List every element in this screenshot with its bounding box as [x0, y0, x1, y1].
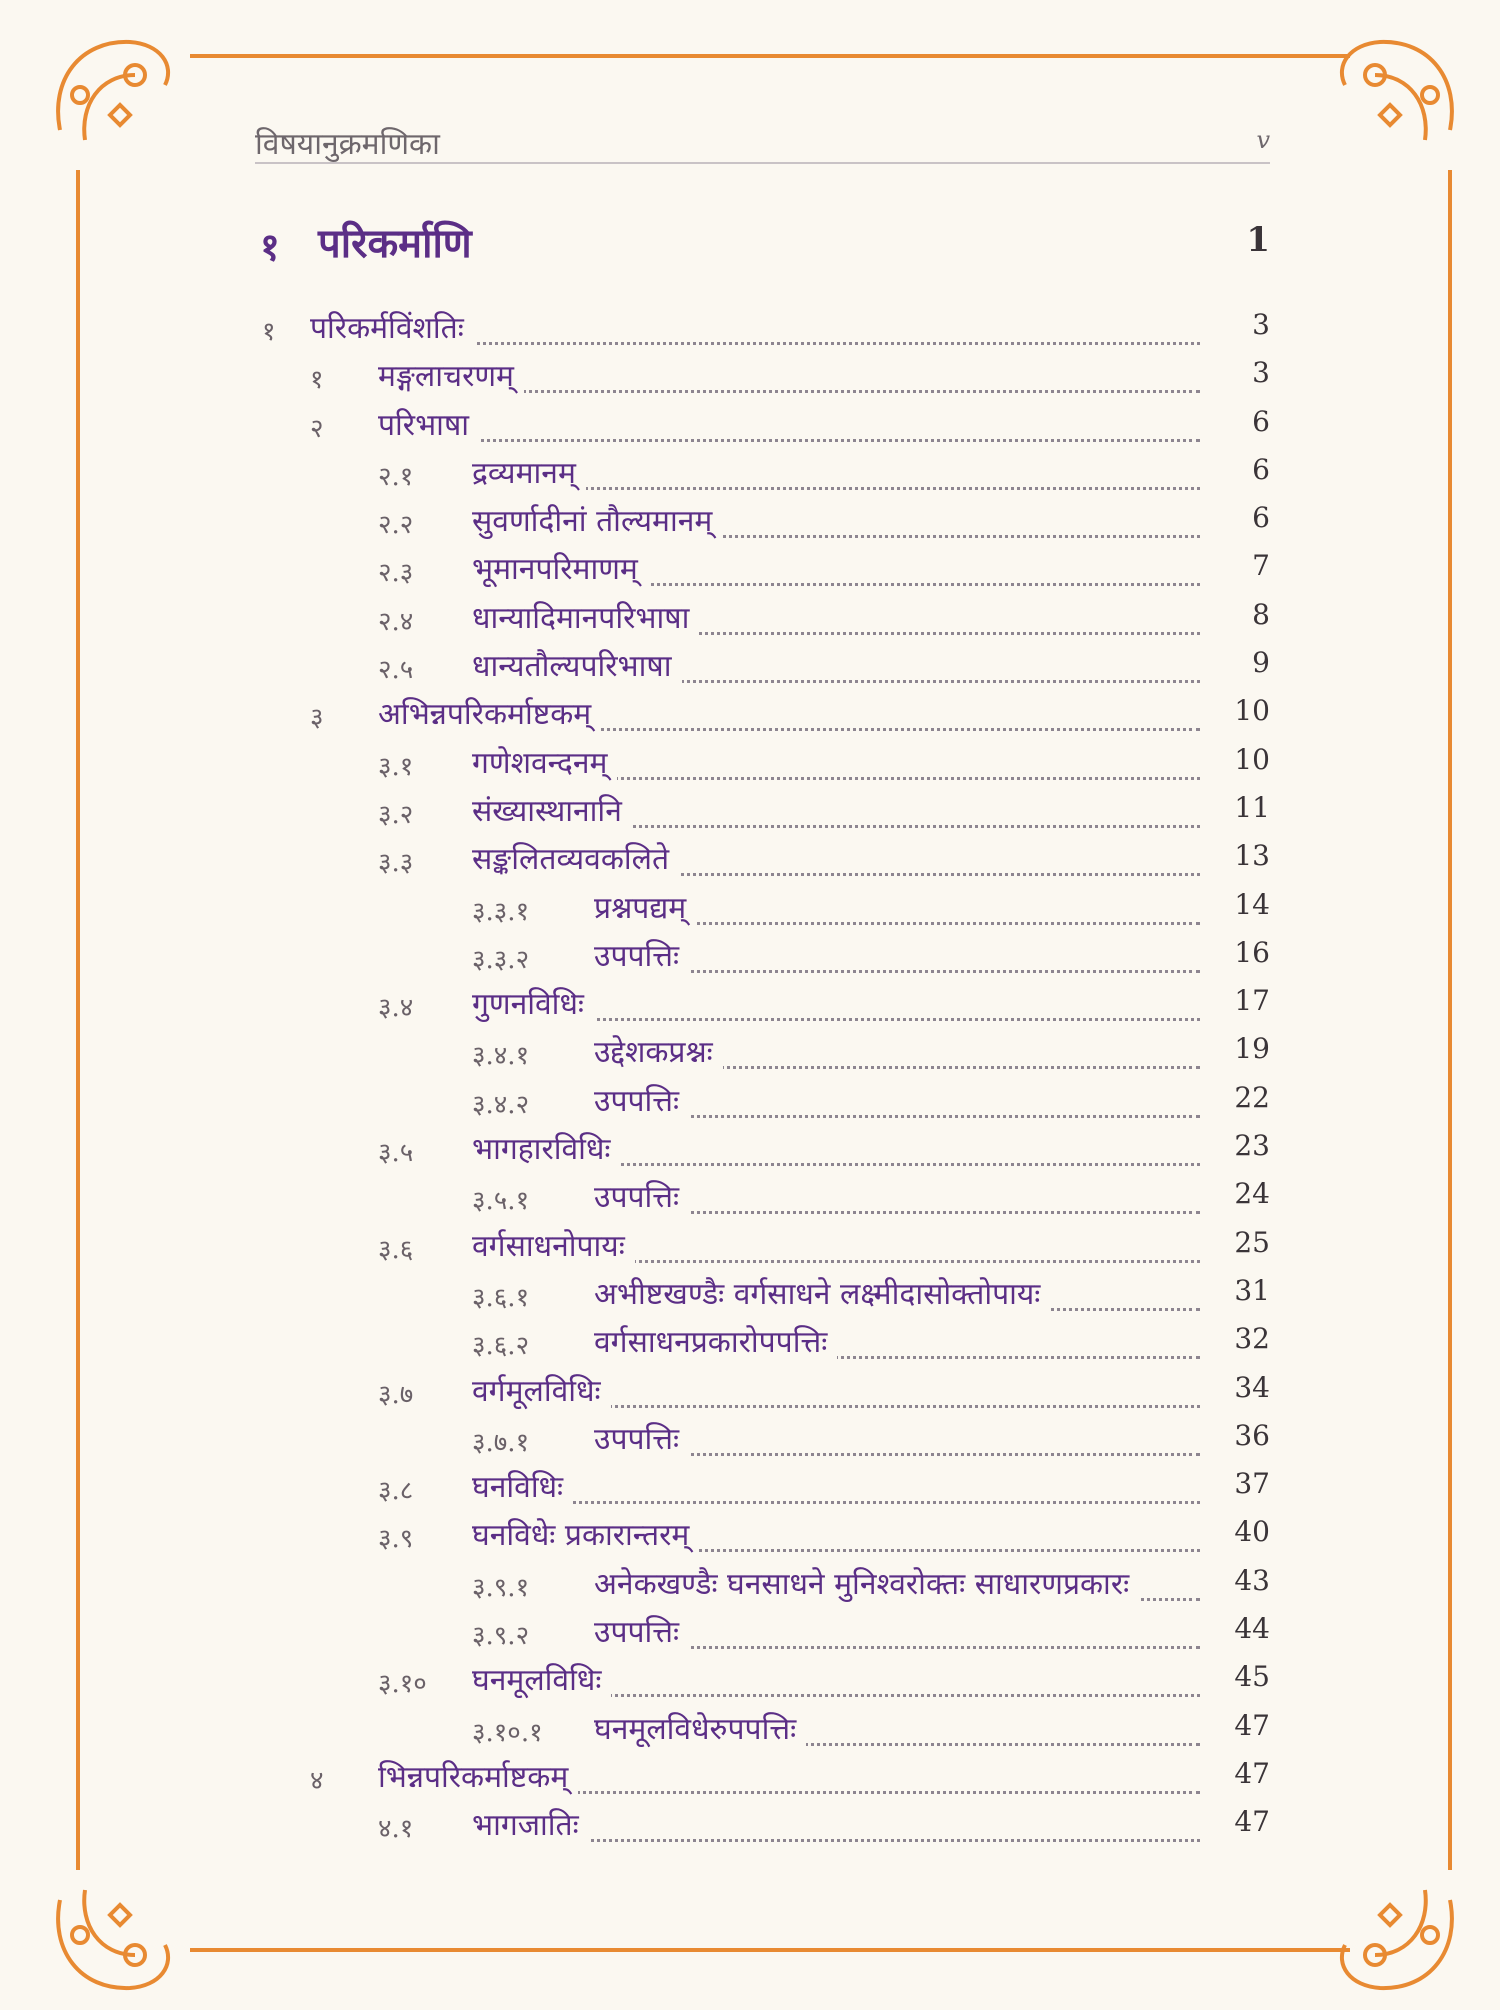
toc-entry-page: 3 [1204, 308, 1270, 341]
toc-entry-title: घनविधिः [472, 1465, 573, 1506]
toc-entry-title: सुवर्णादीनां तौल्यमानम् [472, 499, 722, 540]
toc-entry-title: धान्यतौल्यपरिभाषा [472, 644, 682, 685]
toc-entry-number: ३.३.२ [472, 944, 530, 975]
toc-entry-page: 25 [1204, 1226, 1270, 1259]
toc-entry [0, 934, 1500, 982]
toc-entry-title: उपपत्तिः [594, 1175, 689, 1216]
toc-entry-title: वर्गमूलविधिः [472, 1369, 611, 1410]
table-of-contents [0, 306, 1500, 1852]
toc-entry-title: परिभाषा [378, 403, 479, 444]
toc-entry [0, 1465, 1500, 1513]
toc-entry-title: वर्गसाधनोपायः [472, 1224, 635, 1265]
toc-entry-title: संख्यास्थानानि [472, 789, 632, 830]
toc-entry-title: वर्गसाधनप्रकारोपपत्तिः [594, 1320, 837, 1361]
toc-entry [0, 886, 1500, 934]
toc-entry [0, 499, 1500, 547]
toc-entry [0, 1417, 1500, 1465]
toc-entry-title: परिकर्मविंशतिः [310, 306, 474, 347]
toc-entry [0, 1175, 1500, 1223]
toc-entry-page: 3 [1204, 356, 1270, 389]
toc-entry-page: 47 [1204, 1709, 1270, 1742]
toc-entry-page: 13 [1204, 839, 1270, 872]
toc-entry-number: २.२ [378, 510, 414, 541]
toc-entry-page: 6 [1204, 405, 1270, 438]
toc-entry-page: 11 [1204, 791, 1270, 824]
toc-entry-title: धान्यादिमानपरिभाषा [472, 596, 699, 637]
chapter-page: 1 [1246, 220, 1270, 260]
toc-entry-number: ३.१०.१ [472, 1717, 543, 1748]
toc-entry-number: १ [262, 317, 276, 347]
dot-leader [472, 1477, 1200, 1504]
toc-entry-number: ३ [310, 703, 324, 734]
toc-entry-page: 7 [1204, 549, 1270, 582]
toc-entry [0, 644, 1500, 692]
toc-entry-page: 45 [1204, 1660, 1270, 1693]
toc-entry-number: २.३ [378, 558, 414, 589]
running-head-page-number: v [1256, 126, 1270, 154]
toc-entry-title: प्रश्नपद्यम् [594, 886, 696, 927]
toc-entry-number: ३.६ [378, 1234, 414, 1265]
toc-entry-title: उपपत्तिः [594, 1610, 689, 1651]
toc-entry-page: 37 [1204, 1467, 1270, 1500]
toc-entry-number: ३.१० [378, 1669, 427, 1700]
toc-entry-number: ३.६.२ [472, 1331, 530, 1362]
toc-entry [0, 1320, 1500, 1368]
toc-entry [0, 1610, 1500, 1658]
toc-entry-page: 23 [1204, 1129, 1270, 1162]
toc-entry-page: 6 [1204, 501, 1270, 534]
toc-entry-title: उद्देशकप्रश्नः [594, 1030, 723, 1071]
chapter-number: १ [260, 224, 280, 269]
toc-entry-page: 9 [1204, 646, 1270, 679]
toc-entry-number: ३.७ [378, 1379, 414, 1410]
toc-entry-title: मङ्गलाचरणम् [378, 354, 524, 395]
toc-entry [0, 1562, 1500, 1610]
chapter-heading [260, 214, 1270, 274]
toc-entry-page: 17 [1204, 984, 1270, 1017]
corner-ornament-icon [1320, 1860, 1470, 2010]
toc-entry-title: भागजातिः [472, 1803, 589, 1844]
toc-entry [0, 1127, 1500, 1175]
toc-entry [0, 403, 1500, 451]
toc-entry-page: 47 [1204, 1757, 1270, 1790]
toc-entry-number: ३.२ [378, 799, 414, 830]
toc-entry-number: २ [310, 413, 324, 444]
toc-entry-number: १ [310, 365, 324, 396]
toc-entry [0, 837, 1500, 885]
toc-entry-number: ३.४ [378, 993, 414, 1024]
toc-entry-title: अनेकखण्डैः घनसाधने मुनिश्वरोक्तः साधारणप्रकारः [594, 1562, 1139, 1603]
toc-entry-number: ३.४.१ [472, 1041, 530, 1072]
toc-entry-page: 16 [1204, 936, 1270, 969]
toc-entry-number: ३.५.१ [472, 1186, 530, 1217]
toc-entry-page: 22 [1204, 1081, 1270, 1114]
toc-entry-page: 24 [1204, 1177, 1270, 1210]
toc-entry-title: घनमूलविधेरुपपत्तिः [594, 1707, 806, 1748]
toc-entry [0, 1272, 1500, 1320]
chapter-title: परिकर्माणि [318, 220, 472, 267]
toc-entry-page: 6 [1204, 453, 1270, 486]
toc-entry-page: 14 [1204, 888, 1270, 921]
toc-entry-title: घनमूलविधिः [472, 1658, 611, 1699]
running-head-title: विषयानुक्रमणिका [255, 127, 440, 162]
toc-entry [0, 1079, 1500, 1127]
toc-entry-number: ३.६.१ [472, 1282, 530, 1313]
toc-entry-page: 32 [1204, 1322, 1270, 1355]
toc-entry [0, 1755, 1500, 1803]
toc-entry-title: भूमानपरिमाणम् [472, 547, 648, 588]
toc-entry [0, 451, 1500, 499]
toc-entry-page: 10 [1204, 694, 1270, 727]
toc-entry-title: भागहारविधिः [472, 1127, 620, 1168]
toc-entry-page: 36 [1204, 1419, 1270, 1452]
toc-entry-title: सङ्कलितव्यवकलिते [472, 837, 679, 878]
toc-entry-title: अभीष्टखण्डैः वर्गसाधने लक्ष्मीदासोक्तोपायः [594, 1272, 1050, 1313]
dot-leader [378, 415, 1200, 442]
corner-ornament-icon [1320, 20, 1470, 170]
toc-entry [0, 789, 1500, 837]
toc-entry-title: घनविधेः प्रकारान्तरम् [472, 1513, 699, 1554]
toc-entry-number: ३.७.१ [472, 1427, 530, 1458]
running-head [255, 118, 1270, 164]
toc-entry [0, 306, 1500, 354]
toc-entry-number: ४.१ [378, 1814, 414, 1845]
toc-entry [0, 1030, 1500, 1078]
toc-entry [0, 1513, 1500, 1561]
toc-entry [0, 1803, 1500, 1851]
toc-entry-title: भिन्नपरिकर्माष्टकम् [378, 1755, 578, 1796]
toc-entry-page: 10 [1204, 743, 1270, 776]
toc-entry-number: ३.४.२ [472, 1089, 530, 1120]
toc-entry-number: २.५ [378, 655, 414, 686]
toc-entry-page: 31 [1204, 1274, 1270, 1307]
toc-entry-number: २.१ [378, 461, 414, 492]
toc-entry-page: 8 [1204, 598, 1270, 631]
toc-entry-page: 43 [1204, 1564, 1270, 1597]
toc-entry-page: 34 [1204, 1371, 1270, 1404]
toc-entry-number: ३.९.२ [472, 1621, 530, 1652]
toc-entry-title: अभिन्नपरिकर्माष्टकम् [378, 692, 601, 733]
toc-entry-page: 47 [1204, 1805, 1270, 1838]
corner-ornament-icon [40, 20, 190, 170]
toc-entry [0, 1658, 1500, 1706]
toc-entry [0, 982, 1500, 1030]
toc-entry [0, 1707, 1500, 1755]
toc-entry-title: उपपत्तिः [594, 1079, 689, 1120]
border-top [190, 54, 1350, 58]
toc-entry-number: ३.१ [378, 751, 414, 782]
corner-ornament-icon [40, 1860, 190, 2010]
toc-entry-title: गणेशवन्दनम् [472, 741, 617, 782]
toc-entry-number: ३.५ [378, 1138, 414, 1169]
border-bottom [190, 1948, 1350, 1952]
toc-entry [0, 547, 1500, 595]
toc-entry-page: 19 [1204, 1032, 1270, 1065]
toc-entry-title: उपपत्तिः [594, 934, 689, 975]
toc-entry [0, 1369, 1500, 1417]
toc-entry [0, 596, 1500, 644]
toc-entry [0, 1224, 1500, 1272]
toc-entry-number: ३.३.१ [472, 896, 530, 927]
toc-entry-title: द्रव्यमानम् [472, 451, 586, 492]
toc-entry-page: 40 [1204, 1515, 1270, 1548]
toc-entry-number: ३.९.१ [472, 1572, 530, 1603]
toc-entry-number: ४ [310, 1765, 324, 1796]
toc-entry [0, 692, 1500, 740]
toc-entry-page: 44 [1204, 1612, 1270, 1645]
toc-entry [0, 741, 1500, 789]
toc-entry [0, 354, 1500, 402]
toc-entry-number: २.४ [378, 606, 414, 637]
toc-entry-title: उपपत्तिः [594, 1417, 689, 1458]
toc-entry-number: ३.३ [378, 848, 414, 879]
toc-entry-number: ३.९ [378, 1524, 414, 1555]
toc-entry-title: गुणनविधिः [472, 982, 594, 1023]
toc-entry-number: ३.८ [378, 1476, 414, 1507]
